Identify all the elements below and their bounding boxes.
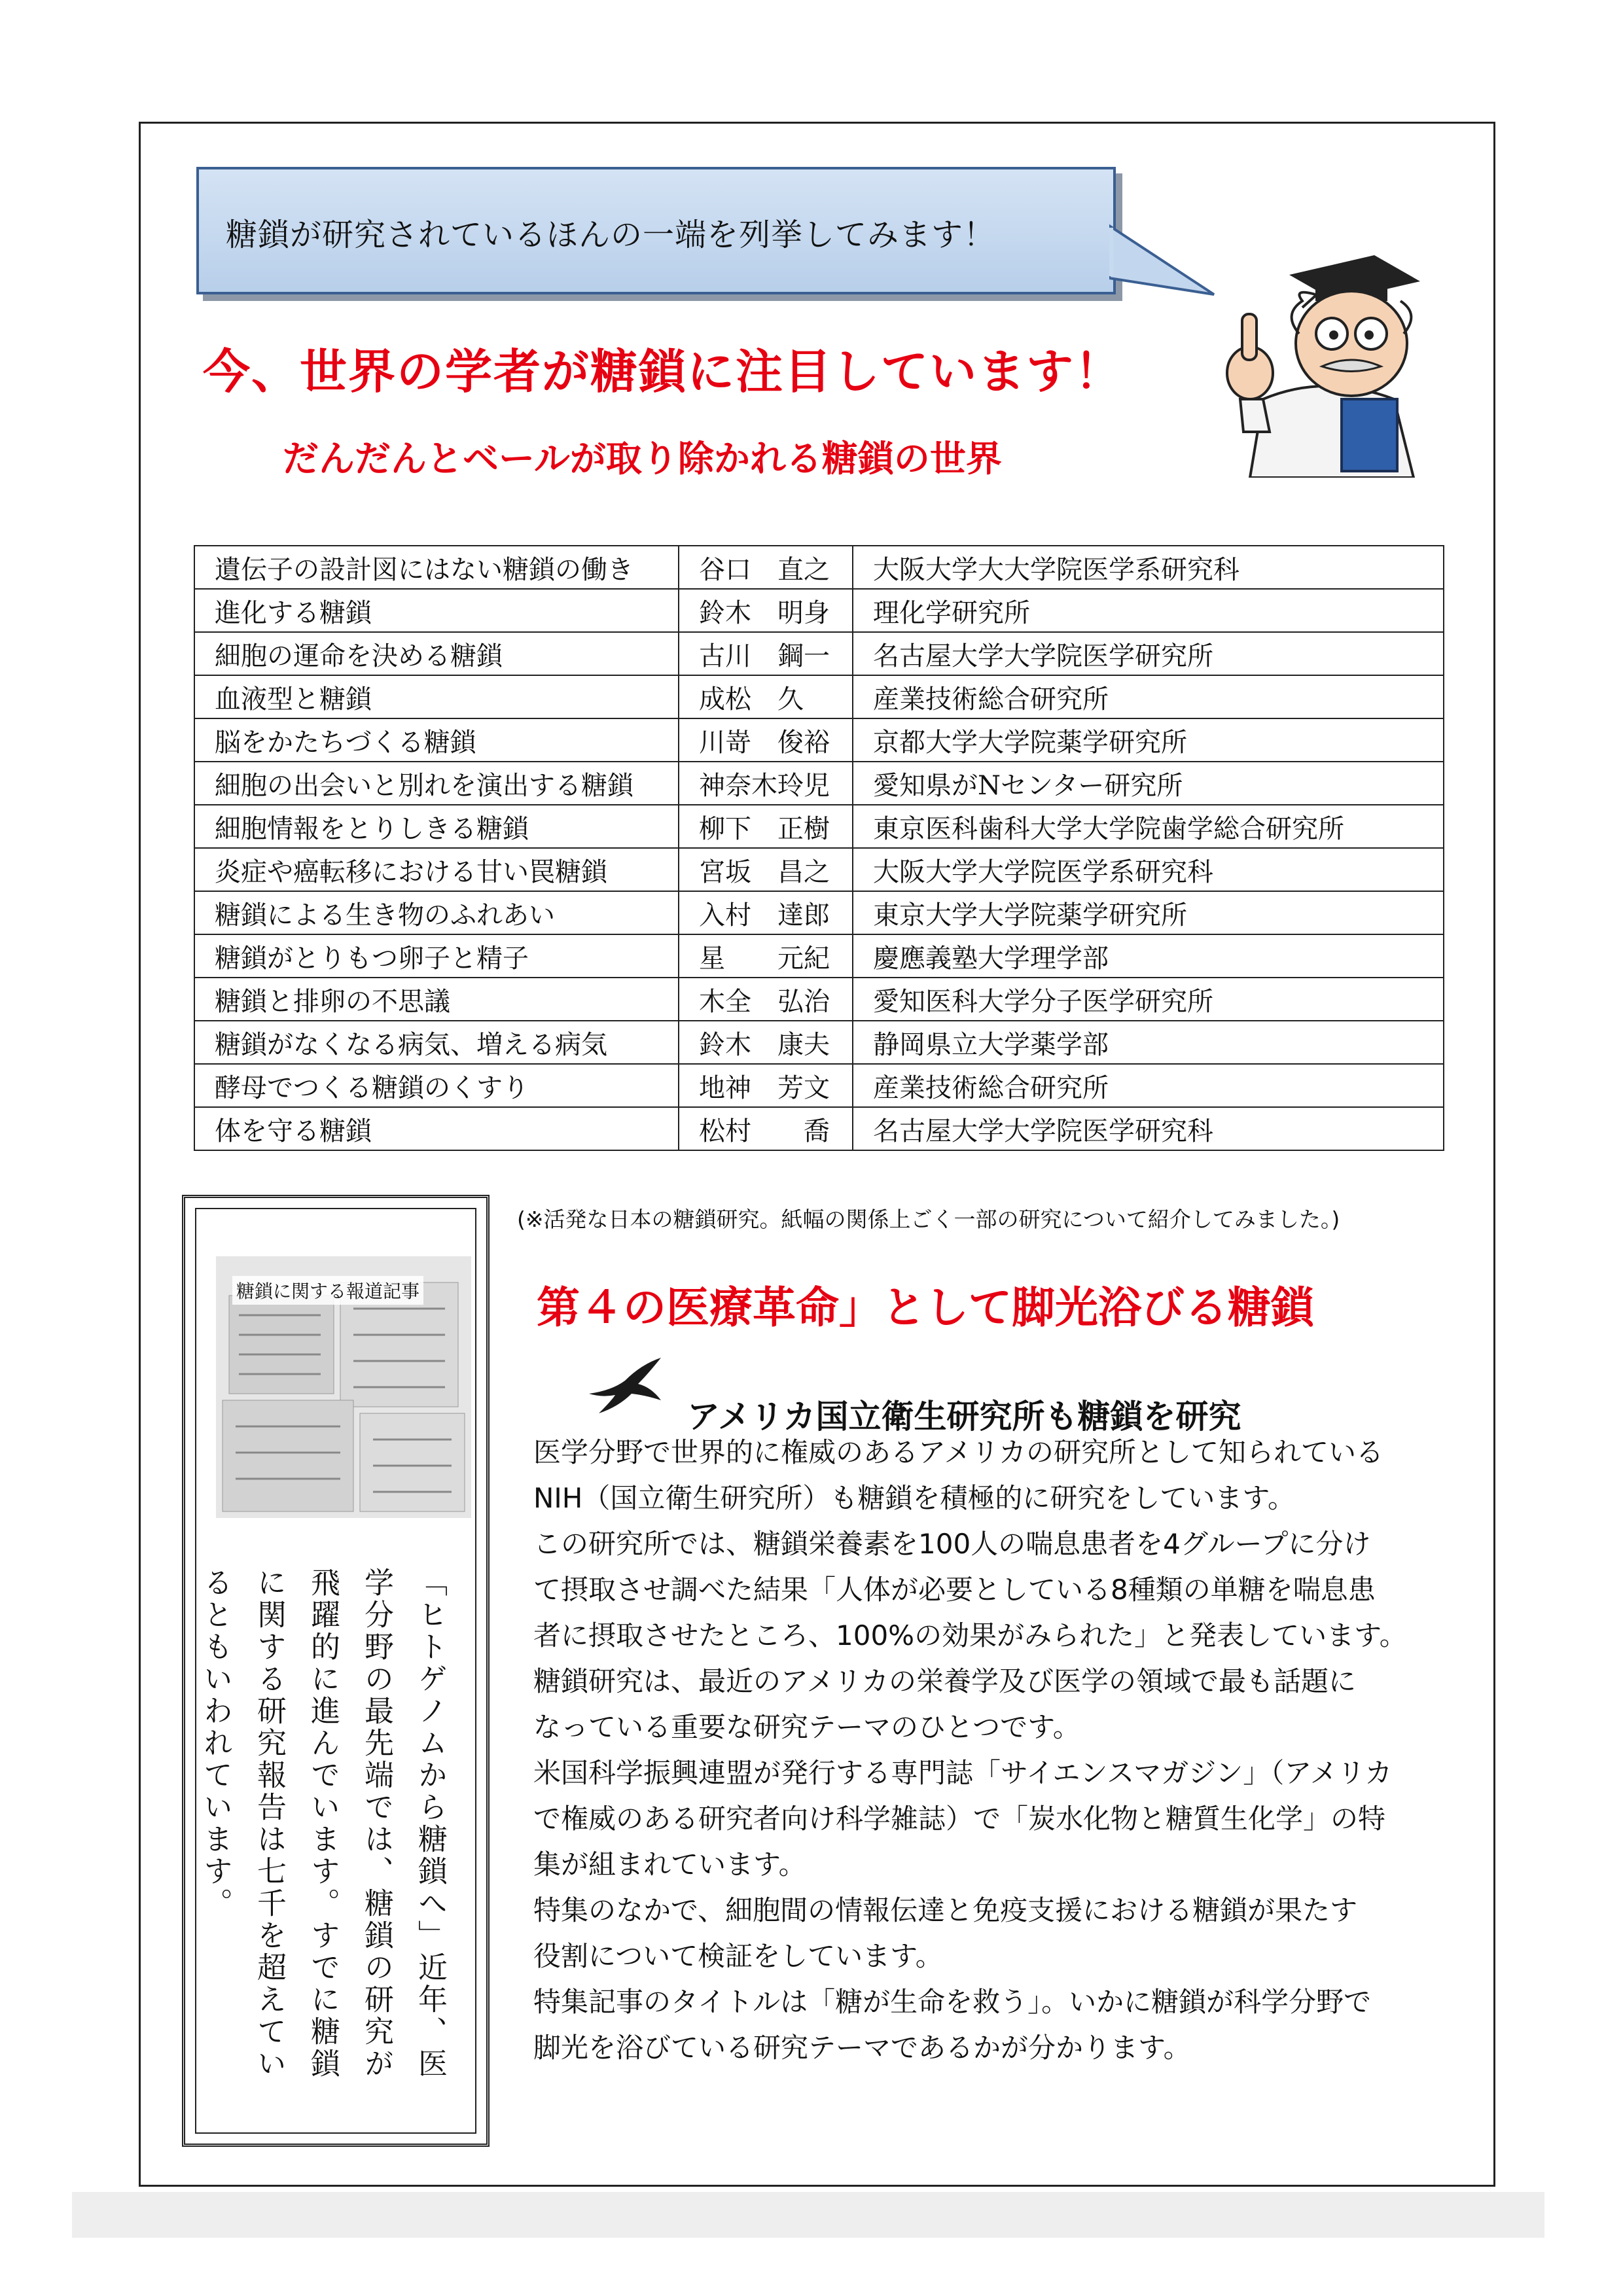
page-headline: 今、世界の学者が糖鎖に注目しています！ [203,344,1124,399]
researcher-name: 川嵜 俊裕 [679,718,853,762]
body-line: 特集のなかで、細胞間の情報伝達と免疫支援における糖鎖が果たす [533,1894,1358,1926]
researcher-name: 地神 芳文 [679,1064,853,1107]
institution: 慶應義塾大学理学部 [853,934,1444,978]
body-line: 役割について検証をしています。 [533,1940,943,1972]
scientist-illustration [1204,236,1446,478]
researcher-name: 入村 達郎 [679,891,853,934]
table-row [194,978,1444,1021]
page-subheadline: だんだんとベールが取り除かれる糖鎖の世界 [283,438,1002,480]
research-topic: 脳をかたちづくる糖鎖 [194,718,679,762]
researcher-name: 鈴木 明身 [679,589,853,632]
body-line: 集が組まれています。 [533,1848,806,1881]
swallow-icon [586,1354,664,1417]
institution: 大阪大学大大学院医学系研究科 [853,546,1444,589]
table-row [194,546,1444,589]
institution: 愛知医科大学分子医学研究所 [853,978,1444,1021]
institution: 愛知県がNセンター研究所 [853,762,1444,805]
research-topic: 細胞情報をとりしきる糖鎖 [194,805,679,848]
institution: 大阪大学大学院医学系研究科 [853,848,1444,891]
researcher-name: 宮坂 昌之 [679,848,853,891]
table-row [194,589,1444,632]
institution: 東京医科歯科大学大学院歯学総合研究所 [853,805,1444,848]
body-line: なっている重要な研究テーマのひとつです。 [533,1711,1080,1743]
body-line: で権威のある研究者向け科学雑誌）で「炭水化物と糖質生化学」の特 [533,1803,1386,1835]
table-row [194,848,1444,891]
institution: 名古屋大学大学院医学研究所 [853,632,1444,675]
research-topic: 酵母でつくる糖鎖のくすり [194,1064,679,1107]
research-topic: 糖鎖がなくなる病気、増える病気 [194,1021,679,1064]
table-row [194,1064,1444,1107]
researcher-name: 松村 喬 [679,1107,853,1150]
table-row [194,934,1444,978]
body-line: 特集記事のタイトルは「糖が生命を救う」。いかに糖鎖が科学分野で [533,1986,1372,2018]
body-line: 者に摂取させたところ、100%の効果がみられた」と発表しています。 [533,1619,1407,1651]
research-topic: 細胞の出会いと別れを演出する糖鎖 [194,762,679,805]
table-row [194,1021,1444,1064]
researcher-name: 柳下 正樹 [679,805,853,848]
research-topic: 細胞の運命を決める糖鎖 [194,632,679,675]
research-topic: 糖鎖がとりもつ卵子と精子 [194,934,679,978]
body-line: て摂取させ調べた結果「人体が必要としている8種類の単糖を喘息患 [533,1574,1376,1606]
sidebar-vertical-text: 「ヒトゲノムから糖鎖へ」近年、医学分野の最先端では、糖鎖の研究が飛躍的に進んでいます。すでに糖鎖に関する研究報告は七千を超えているともいわれています。 [198,1567,448,2080]
research-topic: 糖鎖による生き物のふれあい [194,891,679,934]
body-line: 医学分野で世界的に権威のあるアメリカの研究所として知られている [533,1436,1384,1468]
table-note: (※活発な日本の糖鎖研究。紙幅の関係上ごく一部の研究について紹介してみました。) [517,1207,1340,1232]
body-line: 米国科学振興連盟が発行する専門誌「サイエンスマガジン」（アメリカ [533,1757,1393,1789]
section-title: 第４の医療革命」として脚光浴びる糖鎖 [537,1282,1314,1333]
researcher-name: 鈴木 康夫 [679,1021,853,1064]
table-row [194,805,1444,848]
table-row [194,762,1444,805]
table-row [194,718,1444,762]
research-topic: 血液型と糖鎖 [194,675,679,718]
clip-caption: 糖鎖に関する報道記事 [232,1276,423,1305]
research-topic: 進化する糖鎖 [194,589,679,632]
institution: 産業技術総合研究所 [853,675,1444,718]
table-row [194,675,1444,718]
institution: 静岡県立大学薬学部 [853,1021,1444,1064]
body-line: 脚光を浴びている研究テーマであるかが分かります。 [533,2032,1191,2064]
institution: 京都大学大学院薬学研究所 [853,718,1444,762]
researcher-name: 谷口 直之 [679,546,853,589]
footer-band [72,2192,1544,2238]
institution: 産業技術総合研究所 [853,1064,1444,1107]
bubble-text: 糖鎖が研究されているほんの一端を列挙してみます！ [226,217,996,253]
institution: 東京大学大学院薬学研究所 [853,891,1444,934]
table-row [194,632,1444,675]
table-row [194,1107,1444,1150]
body-text [533,1430,1430,2071]
research-topic: 体を守る糖鎖 [194,1107,679,1150]
body-line: 糖鎖研究は、最近のアメリカの栄養学及び医学の領域で最も話題に [533,1665,1357,1697]
institution: 理化学研究所 [853,589,1444,632]
researcher-name: 古川 鋼一 [679,632,853,675]
researcher-name: 神奈木玲児 [679,762,853,805]
research-topic: 遺伝子の設計図にはない糖鎖の働き [194,546,679,589]
table-row [194,891,1444,934]
research-topic: 糖鎖と排卵の不思議 [194,978,679,1021]
researcher-name: 星 元紀 [679,934,853,978]
research-topic: 炎症や癌転移における甘い罠糖鎖 [194,848,679,891]
body-line: NIH（国立衛生研究所）も糖鎖を積極的に研究をしています。 [533,1482,1296,1514]
research-table [194,545,1444,1151]
body-line: この研究所では、糖鎖栄養素を100人の喘息患者を4グループに分け [533,1528,1371,1560]
institution: 名古屋大学大学院医学研究科 [853,1107,1444,1150]
researcher-name: 木全 弘治 [679,978,853,1021]
section-subtitle: アメリカ国立衛生研究所も糖鎖を研究 [687,1398,1241,1436]
researcher-name: 成松 久 [679,675,853,718]
